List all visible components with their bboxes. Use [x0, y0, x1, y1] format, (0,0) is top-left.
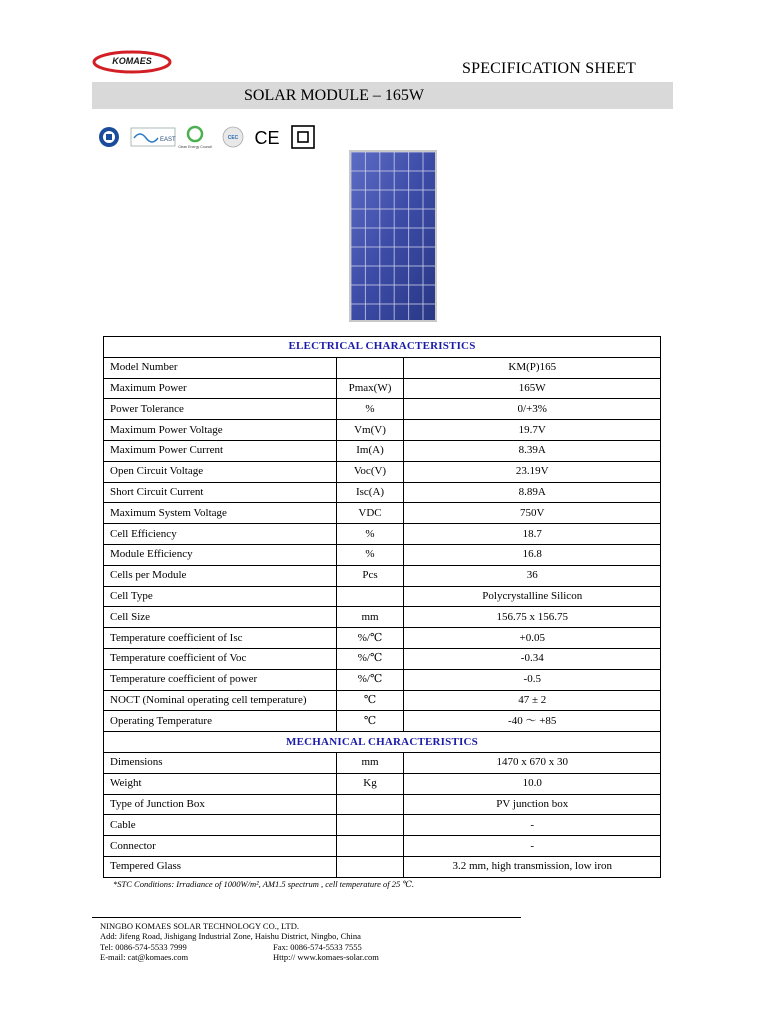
- param-unit: VDC: [336, 503, 404, 524]
- table-row: [104, 378, 661, 399]
- param-value: -0.5: [404, 669, 661, 690]
- param-value: PV junction box: [404, 794, 661, 815]
- param-value: 47 ± 2: [404, 690, 661, 711]
- ce-mark: [252, 124, 282, 150]
- stc-note: *STC Conditions: Irradiance of 1000W/m², AM1.5 spectrum , cell temperature of 25 ℃.: [113, 879, 415, 889]
- footer-address: Add: Jifeng Road, Jishigang Industrial Zone, Haishu District, Ningbo, China: [100, 931, 361, 942]
- brand-text: KOMAES: [112, 56, 152, 66]
- param-unit: [336, 794, 404, 815]
- param-unit: Vm(V): [336, 420, 404, 441]
- param-value: Polycrystalline Silicon: [404, 586, 661, 607]
- param-label: Cell Type: [104, 586, 337, 607]
- footer-tel: Tel: 0086-574-5533 7999: [100, 941, 187, 952]
- param-unit: Pmax(W): [336, 378, 404, 399]
- cec-text: CEC: [227, 135, 239, 141]
- ce-text: CE: [254, 128, 280, 148]
- param-label: Temperature coefficient of Isc: [104, 628, 337, 649]
- east-logo: [130, 124, 176, 150]
- table-row: [104, 461, 661, 482]
- param-label: Module Efficiency: [104, 544, 337, 565]
- electrical-heading-row: [104, 337, 661, 358]
- param-value: KM(P)165: [404, 357, 661, 378]
- komaes-logo: [92, 50, 172, 74]
- param-unit: [336, 586, 404, 607]
- param-value: 10.0: [404, 773, 661, 794]
- param-label: Cell Size: [104, 607, 337, 628]
- footer-fax: Fax: 0086-574-5533 7555: [273, 941, 362, 952]
- param-unit: %/℃: [336, 669, 404, 690]
- param-unit: [336, 836, 404, 857]
- param-unit: [336, 856, 404, 877]
- param-label: Temperature coefficient of power: [104, 669, 337, 690]
- param-unit: %/℃: [336, 628, 404, 649]
- param-unit: %: [336, 399, 404, 420]
- table-row: [104, 544, 661, 565]
- clean-energy-council-logo: [178, 124, 212, 150]
- param-label: Maximum Power Voltage: [104, 420, 337, 441]
- param-label: Cable: [104, 815, 337, 836]
- param-value: -: [404, 815, 661, 836]
- param-value: 18.7: [404, 524, 661, 545]
- param-label: Power Tolerance: [104, 399, 337, 420]
- param-label: Weight: [104, 773, 337, 794]
- east-text: EAST: [160, 137, 176, 143]
- param-value: 23.19V: [404, 461, 661, 482]
- param-value: +0.05: [404, 628, 661, 649]
- param-label: Maximum Power: [104, 378, 337, 399]
- table-row: [104, 524, 661, 545]
- param-unit: mm: [336, 607, 404, 628]
- param-value: 0/+3%: [404, 399, 661, 420]
- footer-contact-row: [100, 951, 379, 962]
- param-label: Short Circuit Current: [104, 482, 337, 503]
- param-unit: [336, 815, 404, 836]
- param-unit: [336, 357, 404, 378]
- param-value: -0.34: [404, 648, 661, 669]
- param-value: 3.2 mm, high transmission, low iron: [404, 856, 661, 877]
- clean-energy-council-text: Clean Energy Council: [178, 145, 212, 149]
- table-row: [104, 669, 661, 690]
- param-unit: Voc(V): [336, 461, 404, 482]
- param-label: Temperature coefficient of Voc: [104, 648, 337, 669]
- param-label: Maximum Power Current: [104, 440, 337, 461]
- electrical-heading: ELECTRICAL CHARACTERISTICS: [104, 337, 661, 358]
- param-unit: mm: [336, 752, 404, 773]
- param-label: Dimensions: [104, 752, 337, 773]
- param-value: 750V: [404, 503, 661, 524]
- table-row: [104, 794, 661, 815]
- footer-company: NINGBO KOMAES SOLAR TECHNOLOGY CO., LTD.: [100, 921, 299, 931]
- param-unit: Pcs: [336, 565, 404, 586]
- param-value: -: [404, 836, 661, 857]
- param-unit: Isc(A): [336, 482, 404, 503]
- mechanical-heading: MECHANICAL CHARACTERISTICS: [104, 732, 661, 753]
- class-ii-mark: [290, 124, 316, 150]
- param-value: -40 ～ +85: [404, 711, 661, 732]
- param-unit: Kg: [336, 773, 404, 794]
- param-label: Type of Junction Box: [104, 794, 337, 815]
- param-unit: ℃: [336, 711, 404, 732]
- table-row: [104, 690, 661, 711]
- param-label: NOCT (Nominal operating cell temperature): [104, 690, 337, 711]
- table-row: [104, 711, 661, 732]
- tuv-logo: [98, 124, 120, 150]
- param-unit: %: [336, 544, 404, 565]
- param-value: 156.75 x 156.75: [404, 607, 661, 628]
- param-label: Cell Efficiency: [104, 524, 337, 545]
- table-row: [104, 420, 661, 441]
- footer-phone-row: [100, 942, 361, 952]
- table-row: [104, 357, 661, 378]
- footer-email: E-mail: cat@komaes.com: [100, 951, 189, 962]
- param-value: 8.39A: [404, 440, 661, 461]
- table-row: [104, 836, 661, 857]
- param-value: 36: [404, 565, 661, 586]
- param-label: Operating Temperature: [104, 711, 337, 732]
- product-title-bar: [92, 82, 673, 109]
- param-label: Tempered Glass: [104, 856, 337, 877]
- param-label: Connector: [104, 836, 337, 857]
- param-value: 8.89A: [404, 482, 661, 503]
- table-row: [104, 815, 661, 836]
- table-row: [104, 565, 661, 586]
- solar-panel-image: [349, 150, 437, 322]
- table-row: [104, 628, 661, 649]
- sheet-title: SPECIFICATION SHEET: [462, 60, 637, 77]
- product-title: SOLAR MODULE – 165W: [244, 87, 424, 104]
- table-row: [104, 773, 661, 794]
- table-row: [104, 440, 661, 461]
- param-value: 16.8: [404, 544, 661, 565]
- param-label: Maximum System Voltage: [104, 503, 337, 524]
- param-value: 1470 x 670 x 30: [404, 752, 661, 773]
- table-row: [104, 586, 661, 607]
- param-value: 19.7V: [404, 420, 661, 441]
- param-unit: ℃: [336, 690, 404, 711]
- table-row: [104, 648, 661, 669]
- footer: [100, 921, 379, 962]
- cec-logo: [222, 124, 244, 150]
- table-row: [104, 607, 661, 628]
- param-label: Cells per Module: [104, 565, 337, 586]
- param-label: Open Circuit Voltage: [104, 461, 337, 482]
- param-label: Model Number: [104, 357, 337, 378]
- param-unit: Im(A): [336, 440, 404, 461]
- param-unit: %: [336, 524, 404, 545]
- param-value: 165W: [404, 378, 661, 399]
- table-row: [104, 752, 661, 773]
- table-row: [104, 482, 661, 503]
- table-row: [104, 503, 661, 524]
- footer-divider: [92, 917, 521, 918]
- footer-website: Http:// www.komaes-solar.com: [273, 951, 379, 962]
- table-row: [104, 399, 661, 420]
- mechanical-heading-row: [104, 732, 661, 753]
- param-unit: %/℃: [336, 648, 404, 669]
- spec-table: [103, 336, 661, 878]
- table-row: [104, 856, 661, 877]
